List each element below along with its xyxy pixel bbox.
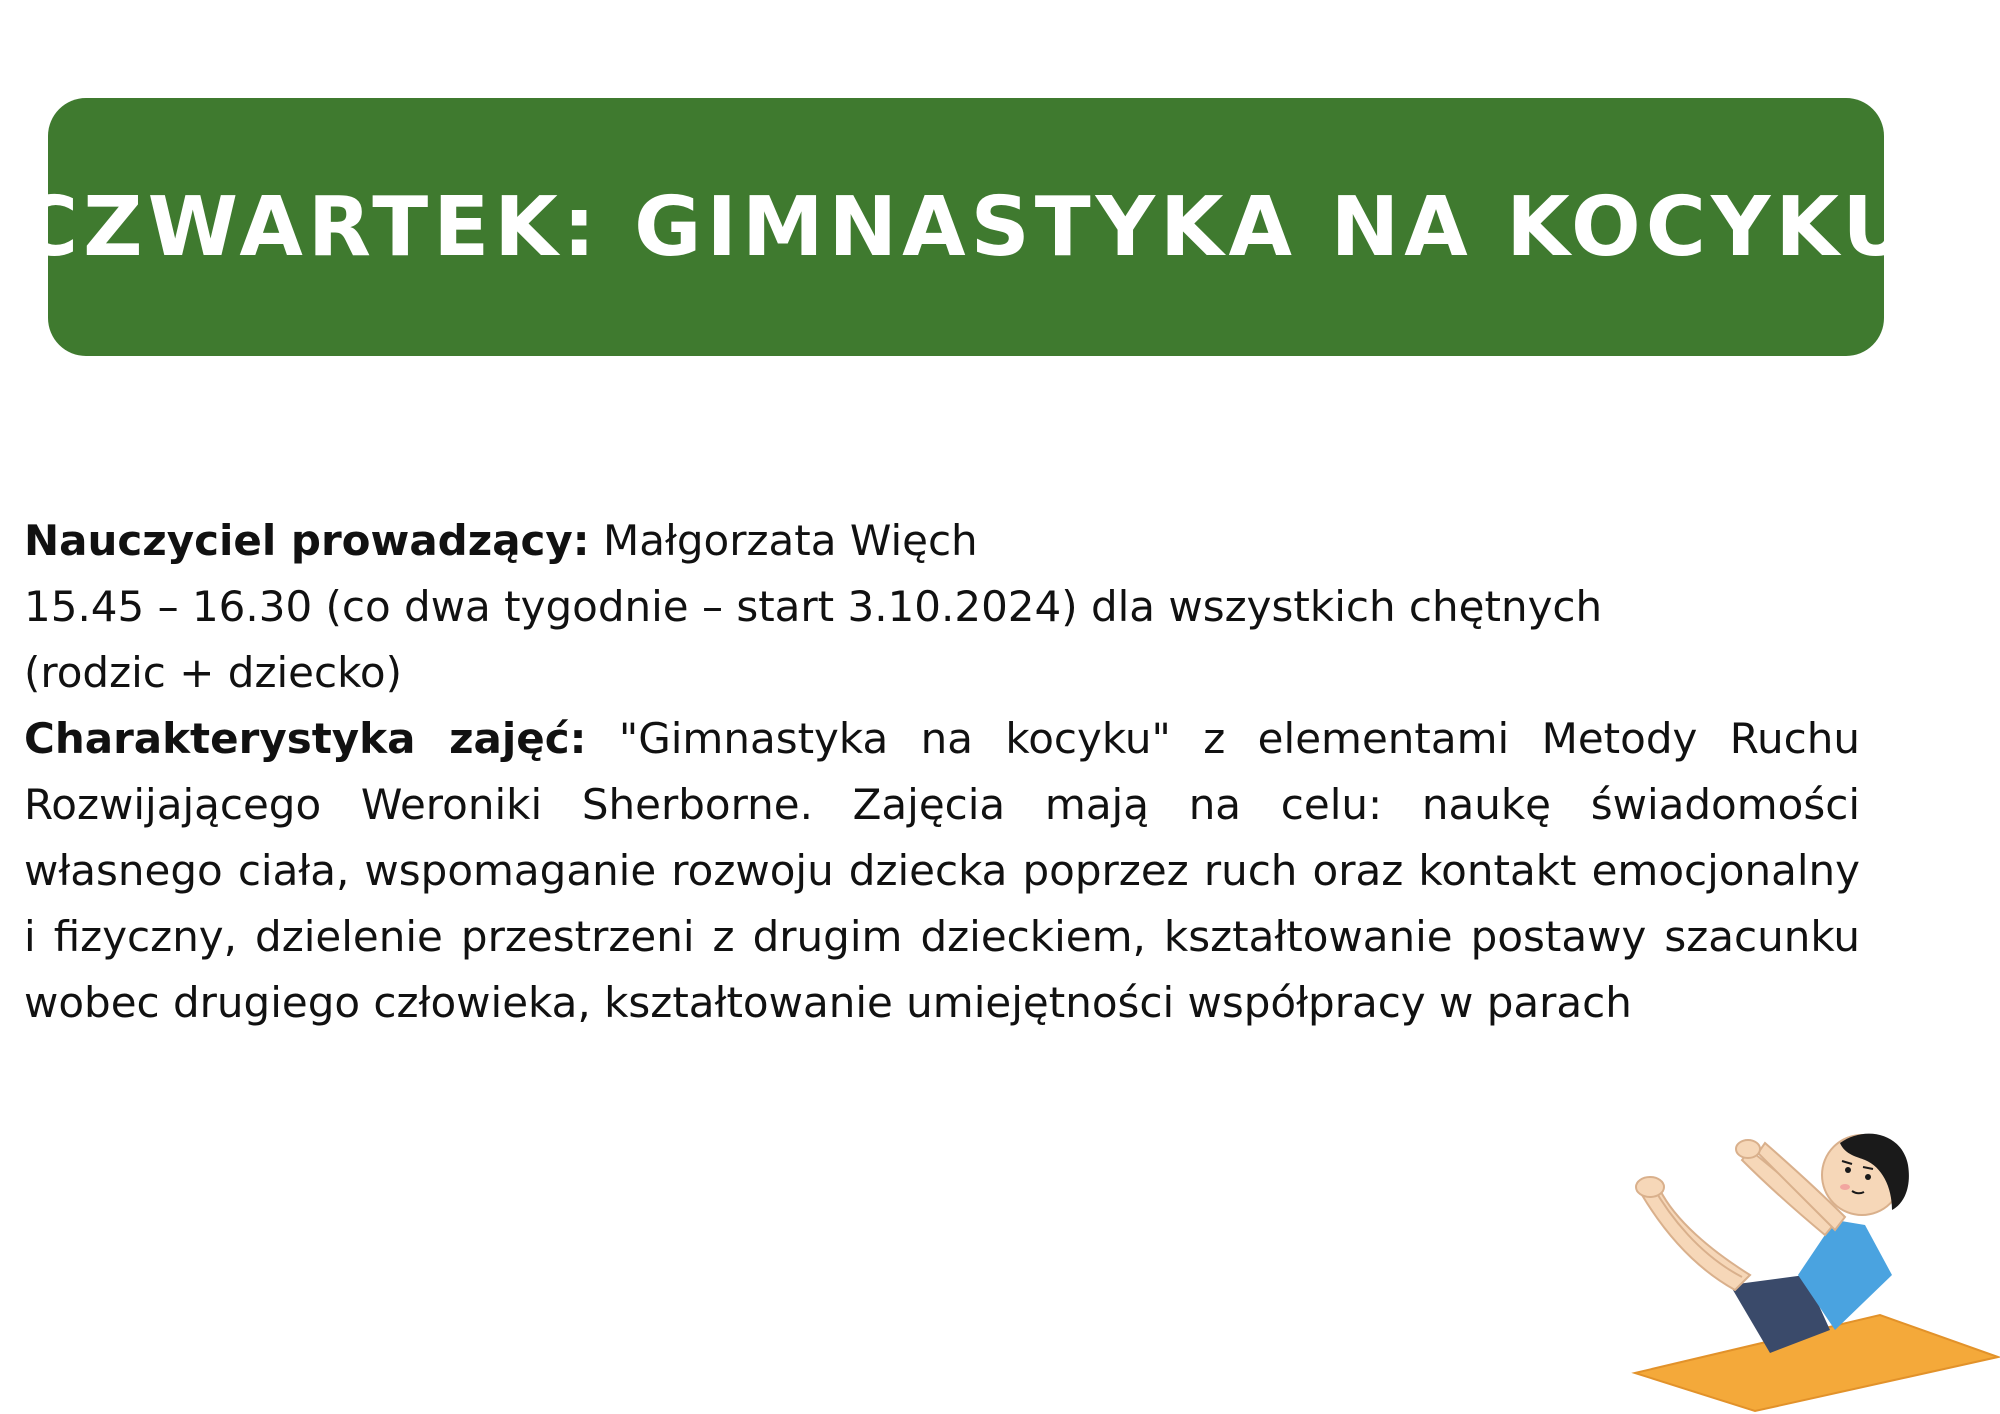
description-label: Charakterystyka zajęć: <box>24 714 587 763</box>
description-paragraph <box>24 706 1860 1036</box>
child-exercising-on-mat-icon <box>1630 1125 2000 1414</box>
page-title: CZWARTEK: GIMNASTYKA NA KOCYKU <box>17 179 1915 275</box>
schedule-line-2: (rodzic + dziecko) <box>24 648 402 697</box>
legs-shape <box>1642 1190 1750 1290</box>
schedule-line-1: 15.45 – 16.30 (co dwa tygodnie – start 3.10.2024) dla wszystkich chętnych <box>24 582 1603 631</box>
teacher-name: Małgorzata Więch <box>602 516 978 565</box>
teacher-label: Nauczyciel prowadzący: <box>24 516 590 565</box>
title-banner <box>17 98 1915 356</box>
teacher-line <box>24 508 1860 574</box>
content-block <box>24 508 1860 1036</box>
description-text: "Gimnastyka na kocyku" z elementami Metody Ruchu Rozwijającego Weroniki Sherborne. Zajęcia mają na celu: naukę świadomości własnego ciała, wspomaganie rozwoju dziecka poprzez ruch oraz kontakt emocjonalny i fizyczny, dzielenie przestrzeni z drugim dzieckiem, kształtowanie postawy szacunku wobec drugiego człowieka, kształtowanie umiejętności współpracy w parach <box>24 714 1860 1027</box>
